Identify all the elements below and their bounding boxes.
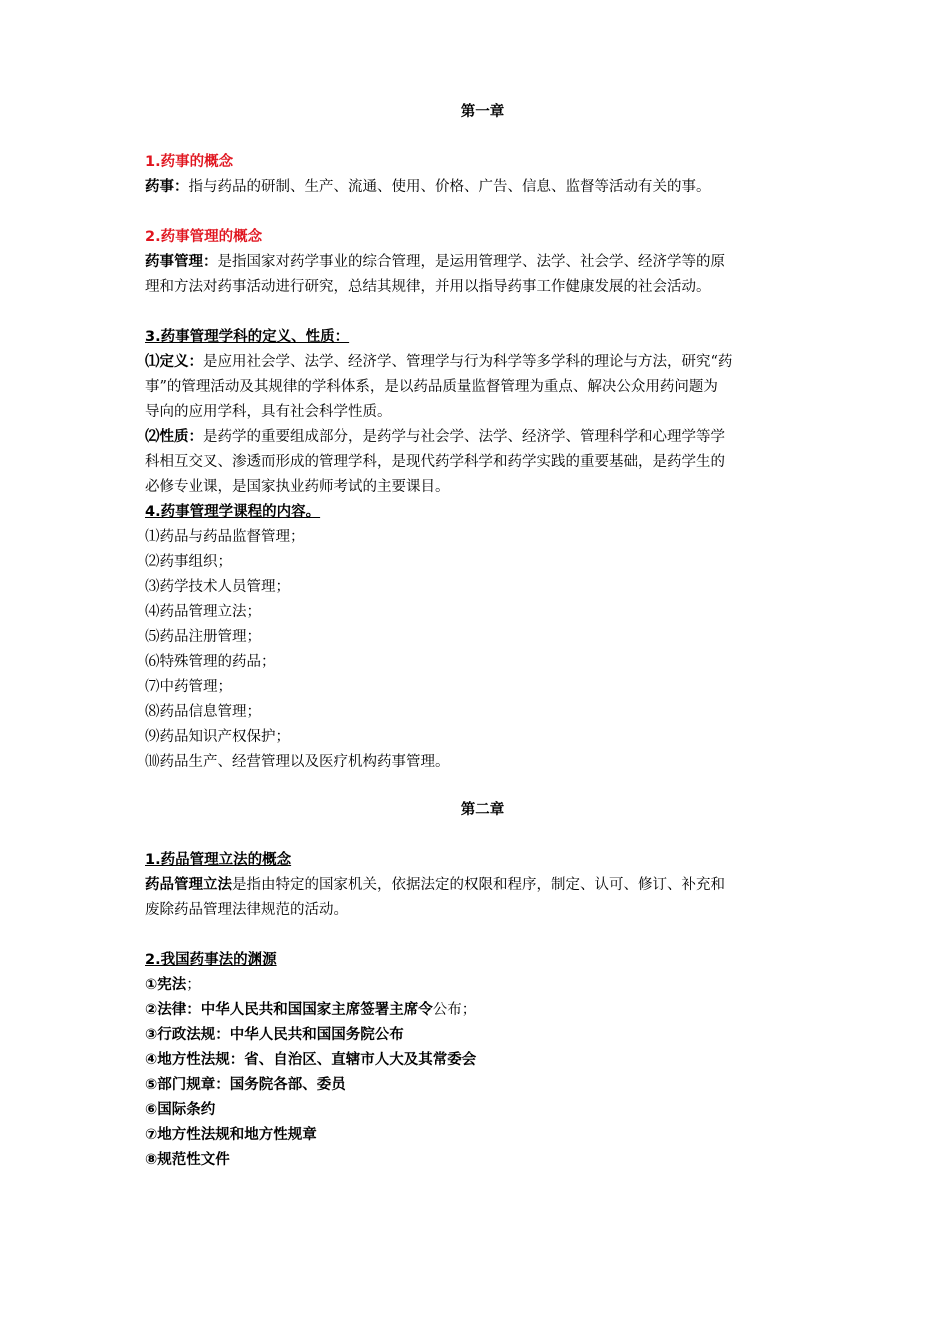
body-text: 是应用社会学、法学、经济学、管理学与行为科学等多学科的理论与方法，研究“药: [203, 354, 733, 370]
chapter-1-title: 第一章: [460, 104, 505, 120]
term-label: ⑴定义：: [145, 354, 203, 370]
ch1-section-2-body-line-2: 理和方法对药事活动进行研究，总结其规律，并用以指导药事工作健康发展的社会活动。: [145, 279, 711, 295]
ch1-section-3-definition-line-3: 导向的应用学科，具有社会科学性质。: [145, 404, 392, 420]
list-item: [145, 975, 201, 995]
ch1-section-3-definition-line-1: [145, 352, 732, 372]
body-text: 是药学的重要组成部分，是药学与社会学、法学、经济学、管理科学和心理学等学: [203, 429, 725, 445]
ch2-section-1-heading: 1.药品管理立法的概念: [145, 852, 292, 868]
list-item-bold: ①宪法: [145, 977, 187, 993]
list-item: ⑸药品注册管理；: [145, 629, 261, 645]
term-label: 药事管理：: [145, 254, 218, 270]
list-item: ⑧规范性文件: [145, 1152, 230, 1168]
ch2-section-1-body-line-2: 废除药品管理法律规范的活动。: [145, 902, 348, 918]
list-item: ③行政法规：中华人民共和国国务院公布: [145, 1027, 404, 1043]
body-text: 是指国家对药学事业的综合管理，是运用管理学、法学、社会学、经济学等的原: [217, 254, 725, 270]
ch1-section-3-nature-line-1: [145, 427, 725, 447]
body-text: 是指由特定的国家机关，依据法定的权限和程序，制定、认可、修订、补充和: [232, 877, 725, 893]
ch1-section-3-nature-line-3: 必修专业课，是国家执业药师考试的主要课目。: [145, 479, 450, 495]
list-item: ④地方性法规：省、自治区、直辖市人大及其常委会: [145, 1052, 477, 1068]
ch1-section-1-body: [145, 177, 711, 197]
ch1-section-3-definition-line-2: 事”的管理活动及其规律的学科体系，是以药品质量监督管理为重点、解决公众用药问题为: [145, 379, 718, 395]
list-item-bold: ②法律：中华人民共和国国家主席签署主席令: [145, 1002, 433, 1018]
ch1-section-3-nature-line-2: 科相互交叉、渗透而形成的管理学科，是现代药学科学和药学实践的重要基础，是药学生的: [145, 454, 725, 470]
list-item: ⑵药事组织；: [145, 554, 232, 570]
body-text: 指与药品的研制、生产、流通、使用、价格、广告、信息、监督等活动有关的事。: [188, 179, 711, 195]
ch1-section-1-heading: 1.药事的概念: [145, 154, 234, 170]
list-item: ⑶药学技术人员管理；: [145, 579, 290, 595]
list-item: [145, 1000, 476, 1020]
list-item: ⑽药品生产、经营管理以及医疗机构药事管理。: [145, 754, 450, 770]
chapter-2-title: 第二章: [460, 802, 505, 818]
ch1-section-2-heading: 2.药事管理的概念: [145, 229, 263, 245]
list-item: ⑥国际条约: [145, 1102, 216, 1118]
ch1-section-4-heading: 4.药事管理学课程的内容。: [145, 504, 321, 520]
list-item: ⑻药品信息管理；: [145, 704, 261, 720]
term-label: 药品管理立法: [145, 877, 232, 893]
list-item: ⑦地方性法规和地方性规章: [145, 1127, 317, 1143]
list-item: ⑴药品与药品监督管理；: [145, 529, 305, 545]
term-label: 药事：: [145, 179, 189, 195]
list-item: ⑤部门规章：国务院各部、委员: [145, 1077, 346, 1093]
ch2-section-1-body-line-1: [145, 875, 725, 895]
list-item-rest: 公布；: [432, 1002, 477, 1018]
list-item: ⑹特殊管理的药品；: [145, 654, 276, 670]
list-item: ⑺中药管理；: [145, 679, 232, 695]
list-item: ⑼药品知识产权保护；: [145, 729, 290, 745]
list-item: ⑷药品管理立法；: [145, 604, 261, 620]
ch1-section-2-body-line-1: [145, 252, 725, 272]
ch2-section-2-heading: 2.我国药事法的渊源: [145, 952, 277, 968]
ch1-section-3-heading: 3.药事管理学科的定义、性质：: [145, 329, 350, 345]
term-label: ⑵性质：: [145, 429, 203, 445]
list-item-rest: ；: [186, 977, 201, 993]
